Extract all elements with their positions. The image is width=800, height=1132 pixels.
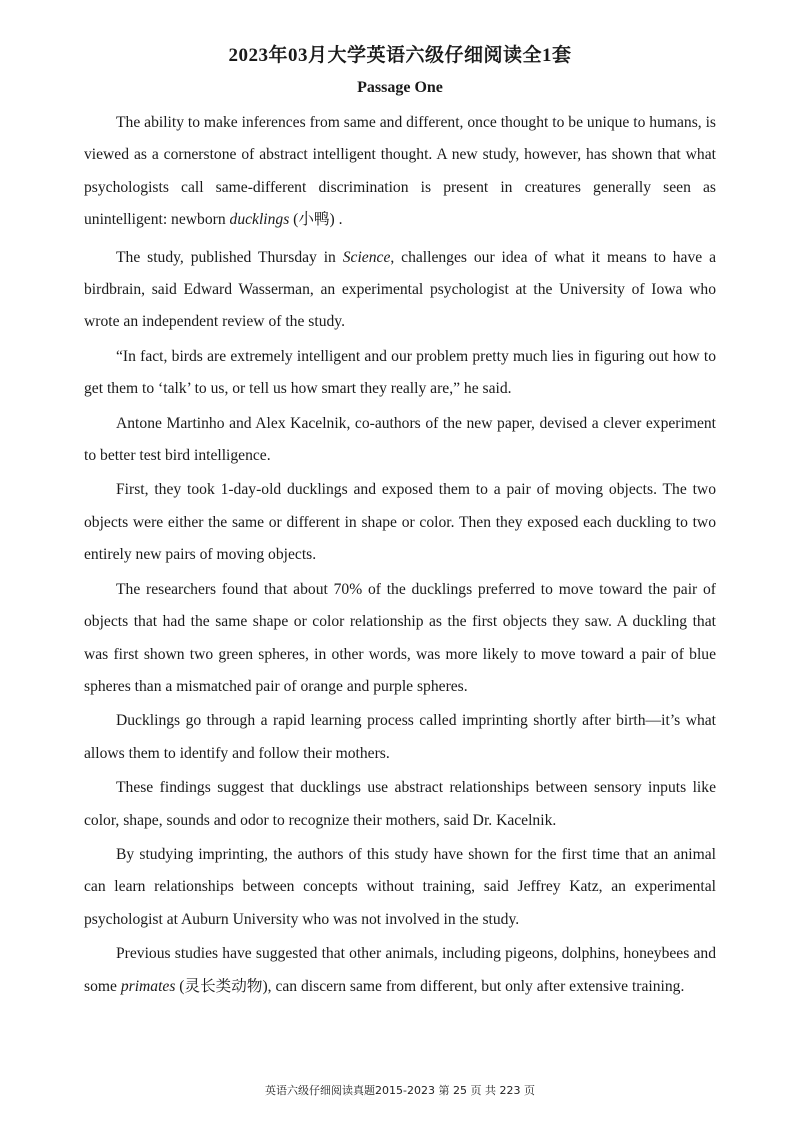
paragraph-9: By studying imprinting, the authors of this study have shown for the first time that an animal can learn relationships between concepts without training, said Jeffrey Katz, an experimental psychologist at Auburn University who was not involved in the study. xyxy=(84,845,716,928)
glossed-term: ducklings xyxy=(229,211,290,229)
passage-body xyxy=(84,107,716,1003)
paragraph-10: Previous studies have suggested that other animals, including pigeons, dolphins, honeybees and some primates (灵长类动物), can discern same from different, but only after extensive training. xyxy=(84,945,716,995)
paragraph-6: The researchers found that about 70% of the ducklings preferred to move toward the pair of objects that had the same shape or color relationship as the first objects they saw. A duckling that was first shown two green spheres, in other words, was more likely to move toward a pair of blue spheres than a mismatched pair of orange and purple spheres. xyxy=(84,580,716,695)
paragraph-8: These findings suggest that ducklings use abstract relationships between sensory inputs like color, shape, sounds and odor to recognize their mothers, said Dr. Kacelnik. xyxy=(84,779,716,829)
document-title: 2023年03月大学英语六级仔细阅读全1套 xyxy=(228,45,572,66)
paragraph-4: Antone Martinho and Alex Kacelnik, co-authors of the new paper, devised a clever experiment to better test bird intelligence. xyxy=(84,414,716,465)
paragraph-3: “In fact, birds are extremely intelligent and our problem pretty much lies in figuring out how to get them to ‘talk’ to us, or tell us how smart they really are,” he said. xyxy=(84,347,716,398)
page-footer: 英语六级仔细阅读真题2015-2023 第 25 页 共 223 页 xyxy=(265,1084,535,1097)
glossed-term: primates xyxy=(120,977,176,995)
journal-name: Science xyxy=(342,248,391,266)
paragraph-1: The ability to make inferences from same and different, once thought to be unique to humans, is viewed as a cornerstone of abstract intelligent thought. A new study, however, has shown that what psychologists call same-different discrimination is present in creatures generally seen as unintelligent: newborn ducklings (小鸭) . xyxy=(84,114,716,229)
paragraph-5: First, they took 1-day-old ducklings and exposed them to a pair of moving objects. The two objects were either the same or different in shape or color. Then they exposed each duckling to two entirely new pairs of moving objects. xyxy=(84,481,716,564)
passage-heading: Passage One xyxy=(357,79,443,96)
paragraph-2: The study, published Thursday in Science, challenges our idea of what it means to have a birdbrain, said Edward Wasserman, an experimental psychologist at the University of Iowa who wrote an independent review of the study. xyxy=(84,248,717,331)
paragraph-7: Ducklings go through a rapid learning process called imprinting shortly after birth—it’s what allows them to identify and follow their mothers. xyxy=(84,712,716,762)
